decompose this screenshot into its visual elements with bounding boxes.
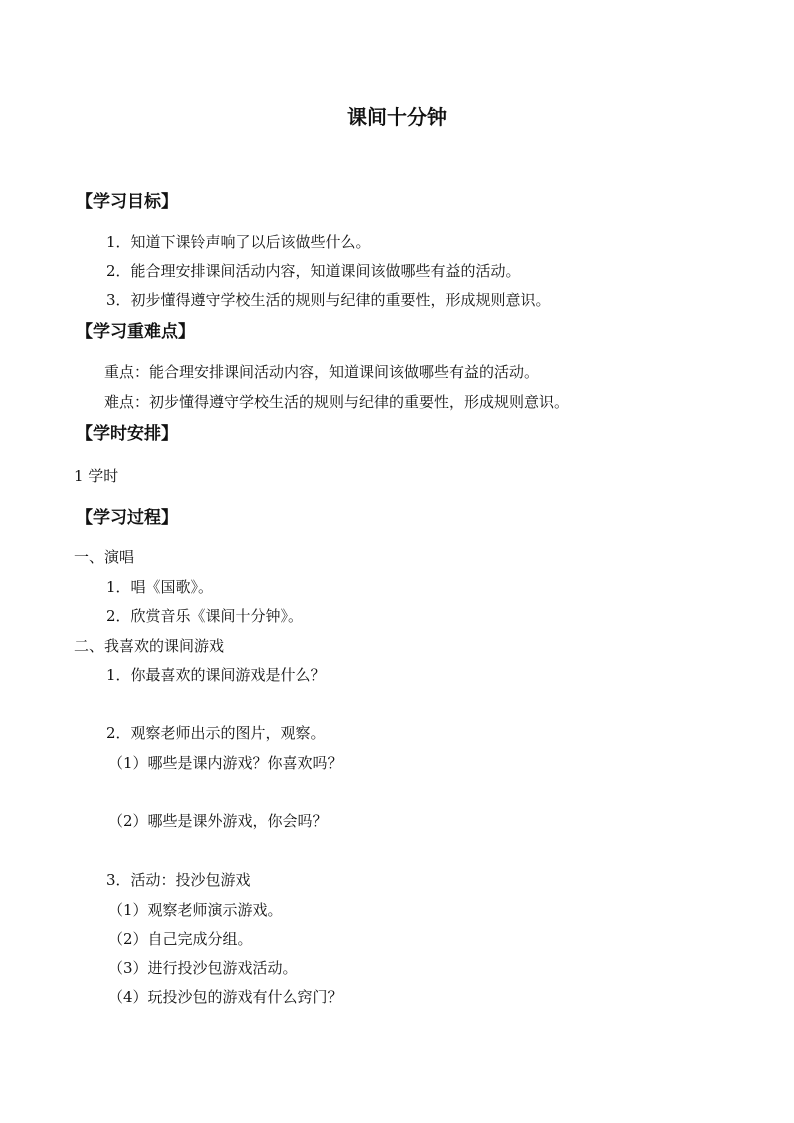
key-points-heading: 【学习重难点】	[76, 322, 195, 342]
section-title: 二、我喜欢的课间游戏	[74, 637, 225, 655]
goal-item: 3．初步懂得遵守学校生活的规则与纪律的重要性，形成规则意识。	[106, 291, 551, 309]
section-item: 1．唱《国歌》。	[106, 578, 214, 596]
schedule-heading: 【学时安排】	[76, 424, 178, 444]
sub-question-item: （2）哪些是课外游戏，你会吗？	[108, 812, 328, 830]
sub-question-item: （4）玩投沙包的游戏有什么窍门？	[108, 988, 343, 1006]
question-item: 1．你最喜欢的课间游戏是什么？	[106, 666, 326, 684]
key-point-item: 重点：能合理安排课间活动内容，知道课间该做哪些有益的活动。	[104, 363, 540, 381]
document-title: 课间十分钟	[347, 105, 447, 129]
sub-question-item: （1）哪些是课内游戏？你喜欢吗？	[108, 754, 343, 772]
section-item: 2．欣赏音乐《课间十分钟》。	[106, 607, 304, 625]
question-item: 3．活动：投沙包游戏	[106, 871, 251, 889]
question-item: 2．观察老师出示的图片，观察。	[106, 724, 326, 742]
goal-item: 1．知道下课铃声响了以后该做些什么。	[106, 233, 371, 251]
schedule-value: 1 学时	[74, 467, 119, 485]
sub-question-item: （3）进行投沙包游戏活动。	[108, 959, 298, 977]
goal-item: 2．能合理安排课间活动内容，知道课间该做哪些有益的活动。	[106, 262, 521, 280]
sub-question-item: （1）观察老师演示游戏。	[108, 901, 283, 919]
key-point-item: 难点：初步懂得遵守学校生活的规则与纪律的重要性，形成规则意识。	[104, 393, 570, 411]
goals-heading: 【学习目标】	[76, 192, 178, 212]
sub-question-item: （2）自己完成分组。	[108, 930, 253, 948]
section-title: 一、演唱	[74, 548, 135, 566]
process-heading: 【学习过程】	[76, 508, 178, 528]
